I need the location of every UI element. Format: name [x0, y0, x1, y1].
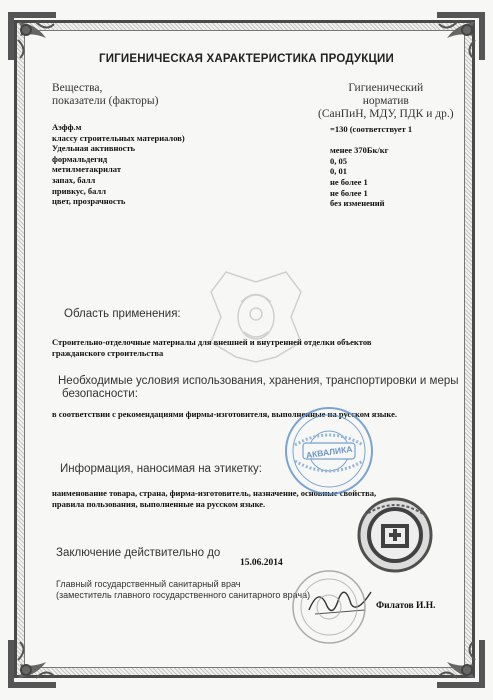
- hologram-seal: [356, 496, 434, 574]
- parameter-item: запах, балл: [52, 174, 96, 185]
- parameter-item: классу строительных материалов): [52, 132, 185, 143]
- signatory-line: Главный государственный санитарный врач: [56, 579, 241, 589]
- validity-date: 15.06.2014: [240, 558, 283, 568]
- norm-item: 0, 05: [330, 155, 347, 166]
- signatory-position: [56, 579, 310, 601]
- header-substances: [52, 82, 158, 108]
- official-round-seal: [290, 568, 368, 646]
- header-norm-line: (СанПиН, МДУ, ПДК и др.): [318, 108, 454, 120]
- signatory-name: Филатов И.Н.: [376, 601, 436, 611]
- norm-item: не более 1: [330, 187, 368, 198]
- signatory-line: (заместитель главного государственного санитарного врача): [56, 590, 311, 600]
- label-info-line: правила пользования, выполненные на русском языке.: [52, 498, 266, 509]
- stamp-text: АКВАЛИКА: [305, 443, 353, 461]
- conditions-heading-line: безопасности:: [62, 388, 138, 400]
- parameter-item: Удельная активность: [52, 143, 136, 154]
- norm-item: не более 1: [330, 176, 368, 187]
- conditions-heading-line: Необходимые условия использования, хранения, транспортировки и меры: [58, 375, 459, 387]
- norm-item: [330, 135, 412, 146]
- parameter-item: привкус, балл: [52, 185, 107, 196]
- parameter-item: цвет, прозрачность: [52, 196, 126, 207]
- parameter-item: метилметакрилат: [52, 164, 121, 175]
- scope-text-line: гражданского строительства: [52, 347, 164, 358]
- scope-text-line: Строительно-отделочные материалы для внешней и внутренней отделки объектов: [52, 337, 372, 347]
- header-norm-line: норматив: [362, 95, 409, 107]
- document-title: ГИГИЕНИЧЕСКАЯ ХАРАКТЕРИСТИКА ПРОДУКЦИИ: [99, 53, 394, 65]
- norm-item: =130 (соответствует 1: [330, 124, 413, 134]
- parameter-list: [52, 122, 185, 207]
- scope-heading: Область применения:: [64, 308, 181, 320]
- round-company-stamp: [283, 405, 375, 497]
- norm-item: менее 370Бк/кг: [330, 145, 389, 156]
- parameter-item: формальдегид: [52, 153, 108, 164]
- parameter-item: Аэфф.м: [52, 122, 82, 132]
- norm-list: [330, 124, 412, 209]
- label-info-line: наименование товара, страна, фирма-изготовитель, назначение, основные свойства,: [52, 488, 377, 498]
- label-info-heading: Информация, наносимая на этикетку:: [60, 463, 262, 475]
- corner-ornament-bottom-left: [6, 638, 58, 690]
- conditions-heading: [58, 375, 459, 401]
- scope-text: [52, 337, 371, 358]
- norm-item: без изменений: [330, 198, 385, 209]
- header-substances-line: Вещества,: [52, 82, 103, 94]
- validity-label: Заключение действительно до: [56, 547, 221, 559]
- norm-item: 0, 01: [330, 166, 347, 177]
- header-norm: [318, 82, 454, 121]
- header-norm-line: Гигиенический: [348, 82, 424, 94]
- conditions-text: в соответствии с рекомендациями фирмы-изготовителя, выполненные на русском языке.: [52, 409, 398, 419]
- header-substances-line: показатели (факторы): [52, 95, 159, 107]
- corner-ornament-bottom-right: [435, 638, 487, 690]
